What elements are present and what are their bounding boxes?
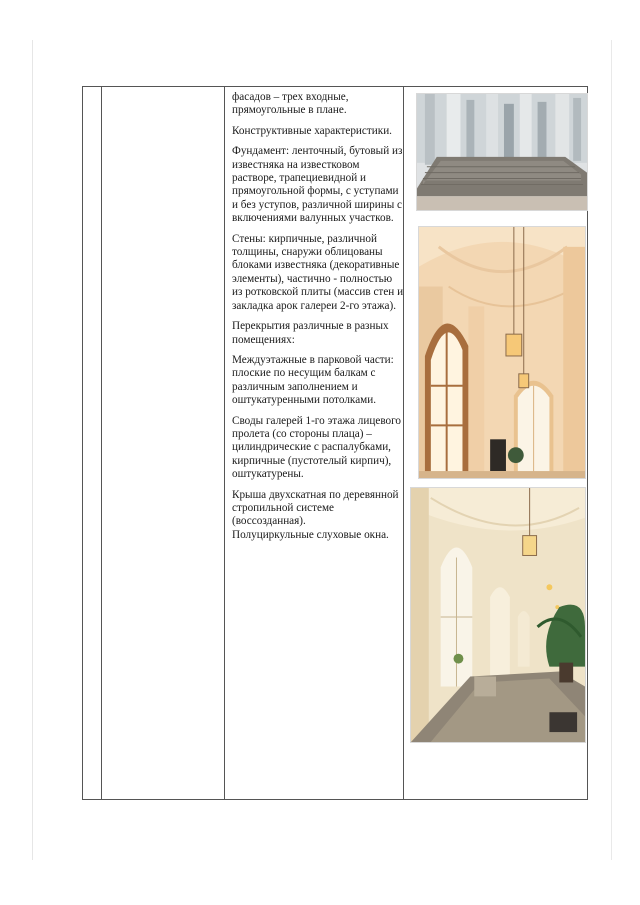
paragraph-foundation: Фундамент: ленточный, бутовый из известняка на известковом растворе, трапециевидной и прямоугольной формы, с уступами и без уступов, различной ширины с включениями валунных участков. <box>232 145 403 225</box>
paragraph-vaults: Своды галерей 1-го этажа лицевого пролета (со стороны плаца) – цилиндрические с распалубками, кирпичные (пустотелый кирпич), оштукатурены. <box>232 414 402 481</box>
description-cell <box>232 91 404 549</box>
paragraph-roof: Крыша двухскатная по деревянной стропильной системе (воссозданная). <box>232 488 399 528</box>
photo-gallery-corridor-plants <box>410 487 586 743</box>
page-edge-right <box>611 40 612 860</box>
page-edge-left <box>32 40 33 860</box>
table-column-divider <box>101 87 102 799</box>
table-column-divider <box>224 87 225 799</box>
paragraph-interfloor: Междуэтажные в парковой части: плоские по несущим балкам с различным заполнением и оштукатуренными потолками. <box>232 353 394 407</box>
paragraph-walls: Стены: кирпичные, различной толщины, снаружи облицованы блоками известняка (декоративные элементы), частично - полностью из ротковской плиты (массив стен и закладка арок галереи 2-го этажа). <box>232 232 404 312</box>
photo-gallery-arched-window <box>418 226 586 479</box>
paragraph-facades: фасадов – трех входные, прямоугольные в плане. <box>232 91 349 117</box>
photo-exterior-staircase <box>416 93 588 211</box>
paragraph-dormers: Полуциркульные слуховые окна. <box>232 528 389 541</box>
paragraph-floors: Перекрытия различные в разных помещениях: <box>232 320 389 346</box>
paragraph-structural-heading: Конструктивные характеристики. <box>232 124 392 137</box>
